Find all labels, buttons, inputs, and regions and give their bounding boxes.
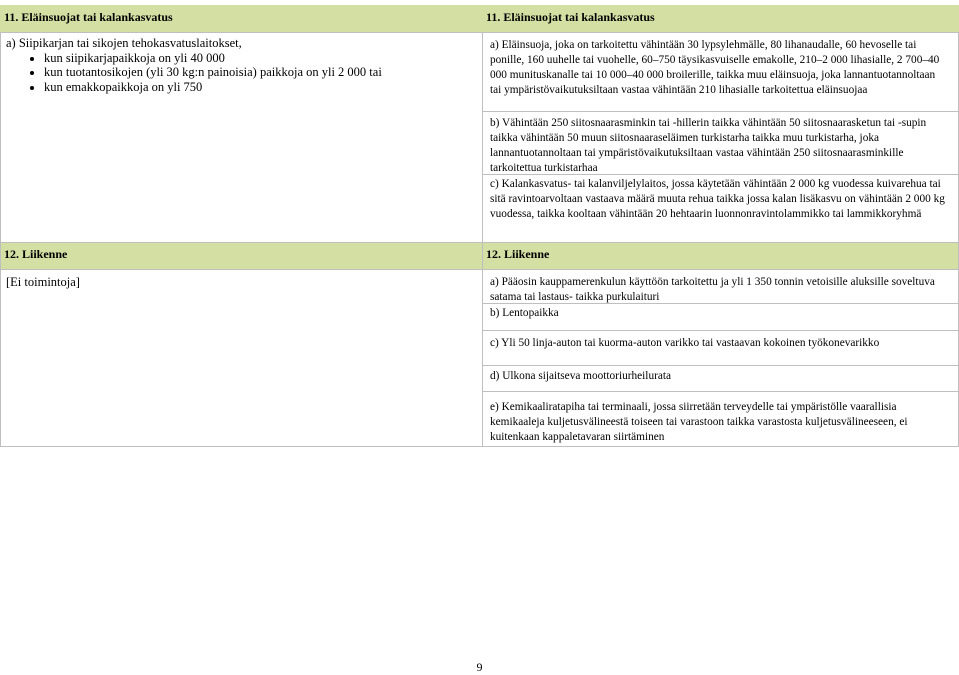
list-item: • kun emakkopaikkoja on yli 750 [44,80,476,95]
divider [482,365,959,366]
page-number: 9 [476,660,483,674]
divider [0,242,959,243]
section12-item-b: b) Lentopaikka [490,307,559,319]
section12-right-header: 12. Liikenne [482,242,959,269]
section12-item-d: d) Ulkona sijaitseva moottoriurheilurata [490,370,672,382]
section11-item-b: b) Vähintään 250 siitosnaarasminkin tai -hillerin taikka vähintään 50 siitosnaarasketun tai -supin taikka vähintään 50 muun siitosnaaraseläimen turkistarha taikka muu turkistarha, joka lannantuotannoltaan tai ympäristövaikutuksiltaan vastaa vähintään 250 siitosnaarasminkille tarkoitettua turkistarhaa [490,117,927,174]
divider [0,269,959,270]
section12-header-row [0,242,959,269]
section11-right-header: 11. Eläinsuojat tai kalankasvatus [482,5,959,32]
divider [482,303,959,304]
divider [482,330,959,331]
divider [482,111,959,112]
list-item: • kun siipikarjapaikkoja on yli 40 000 [44,51,476,66]
section12-item-e: e) Kemikaaliratapiha tai terminaali, jossa siirretään terveydelle tai ympäristölle vaarallisia kemikaaleja kuljetusvälineestä toiseen tai varastoon taikka varastosta kuljetusvälineeseen, ei kuitenkaan kappaletavaran siirtäminen [490,401,908,443]
divider [0,446,959,447]
divider [482,174,959,175]
section11-left-header: 11. Eläinsuojat tai kalankasvatus [0,5,482,32]
section11-item-a: a) Eläinsuoja, joka on tarkoitettu vähintään 30 lypsylehmälle, 80 lihanaudalle, 60 hevoselle tai ponille, 160 uuhelle tai vuohelle, 60–750 täysikasvuiselle emakolle, 210–2 000 lihasialle, 2 700–40 000 munituskanalle tai 10 000–40 000 broilerille, taikka muu eläinsuoja, joka lannantuotannoltaan tai ympäristövaikutuksiltaan vastaa vähintään 210 lihasialle tarkoitettua eläinsuojaa [490,39,940,96]
section11-left-intro: a) Siipikarjan tai sikojen tehokasvatuslaitokset, [6,36,242,50]
divider [0,32,1,446]
section11-header-row [0,5,959,32]
divider [0,32,959,33]
section11-left-body [0,32,482,242]
section12-item-c: c) Yli 50 linja-auton tai kuorma-auton varikko tai vastaavan kokoinen työkonevarikko [490,337,880,349]
divider [482,32,483,446]
section12-item-a: a) Pääosin kauppamerenkulun käyttöön tarkoitettu ja yli 1 350 tonnin vetoisille aluksille soveltuva satama tai lastaus- taikka purkulaituri [490,276,935,303]
section12-left-header: 12. Liikenne [0,242,482,269]
section11-left-bullets [6,51,476,95]
section12-left-body: [Ei toimintoja] [6,275,80,289]
divider [482,391,959,392]
list-item: • kun tuotantosikojen (yli 30 kg:n painoisia) paikkoja on yli 2 000 tai [44,65,476,80]
section11-item-c: c) Kalankasvatus- tai kalanviljelylaitos, jossa käytetään vähintään 2 000 kg vuodessa kuivarehua tai sitä ravintoarvoltaan vastaava määrä muuta rehua taikka jossa kalan lisäkasvu on vähintään 2 000 kg vuodessa, taikka kooltaan vähintään 20 hehtaarin luonnonravintolammikko tai lammikkoryhmä [490,178,945,220]
